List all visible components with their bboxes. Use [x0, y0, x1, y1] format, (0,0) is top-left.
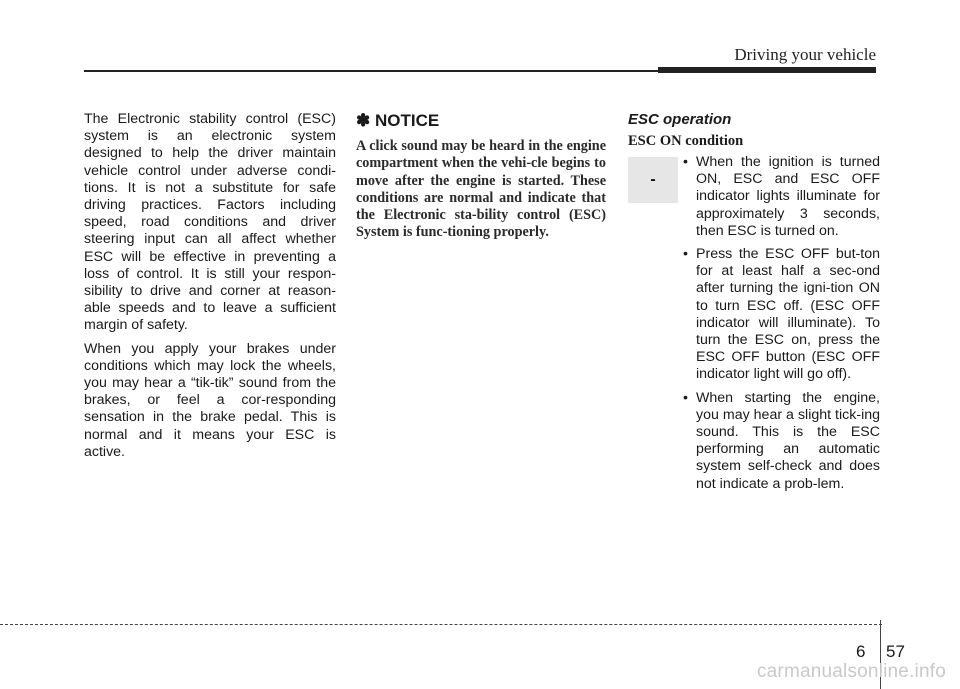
header-rule-accent: [658, 67, 876, 73]
notice-box: [356, 111, 606, 242]
watermark: carmanualsonline.info: [756, 661, 946, 682]
brake-paragraph: When you apply your brakes under conditions which may lock the wheels, you may hear a “tik-tik” sound from the brakes, or feel a cor-responding sensation in the brake pedal. This is normal and it means your ESC is active.: [84, 340, 336, 460]
bullet-marker: •: [683, 154, 688, 170]
bullet-marker: •: [683, 246, 688, 263]
list-item: [683, 154, 880, 240]
bullet-text: When starting the engine, you may hear a slight tick-ing sound. This is the ESC performing an automatic system self-check and does not indicate a prob-lem.: [696, 389, 880, 492]
list-item: [683, 246, 880, 384]
bullet-marker: •: [683, 389, 688, 406]
chapter-number: 6: [856, 642, 866, 661]
bullet-text: When the ignition is turned ON, ESC and ESC OFF indicator lights illuminate for approximately 3 seconds, then ESC is turned on.: [696, 154, 880, 239]
esc-operation-section: [628, 111, 880, 493]
esc-operation-body: [628, 154, 880, 493]
header-rule: [84, 70, 664, 72]
indicator-image-placeholder: -: [628, 157, 678, 203]
esc-bullet-list: [683, 154, 880, 493]
notice-title: ✽ NOTICE: [356, 111, 440, 130]
notice-text: A click sound may be heard in the engine compartment when the vehi-cle begins to move after the engine is started. These conditions are normal and indicate that the Electronic sta-bility control (ESC) System is func-tioning properly.: [356, 138, 606, 241]
section-title: Driving your vehicle: [734, 45, 876, 64]
bullet-text: Press the ESC OFF but-ton for at least half a sec-ond after turning the igni-tion ON to turn ESC off. (ESC OFF indicator will illuminate). To turn the ESC on, press the ESC OFF button (ESC OFF indicator light will go off).: [696, 246, 880, 383]
column-intro: [84, 111, 336, 461]
esc-on-condition-subtitle: ESC ON condition: [628, 133, 744, 149]
intro-paragraph: The Electronic stability control (ESC) system is an electronic system designed to help the driver maintain vehicle control under adverse condi-tions. It is not a substitute for safe driving practices. Factors including speed, road conditions and driver steering input can all affect whether ESC will be effective in preventing a loss of control. It is still your respon-sibility to drive and corner at reason-able speeds and to leave a sufficient margin of safety.: [84, 111, 336, 334]
footer-dashed-rule: [0, 624, 882, 625]
page-number: 57: [886, 642, 905, 661]
esc-operation-title: ESC operation: [628, 111, 732, 128]
list-item: [683, 390, 880, 493]
